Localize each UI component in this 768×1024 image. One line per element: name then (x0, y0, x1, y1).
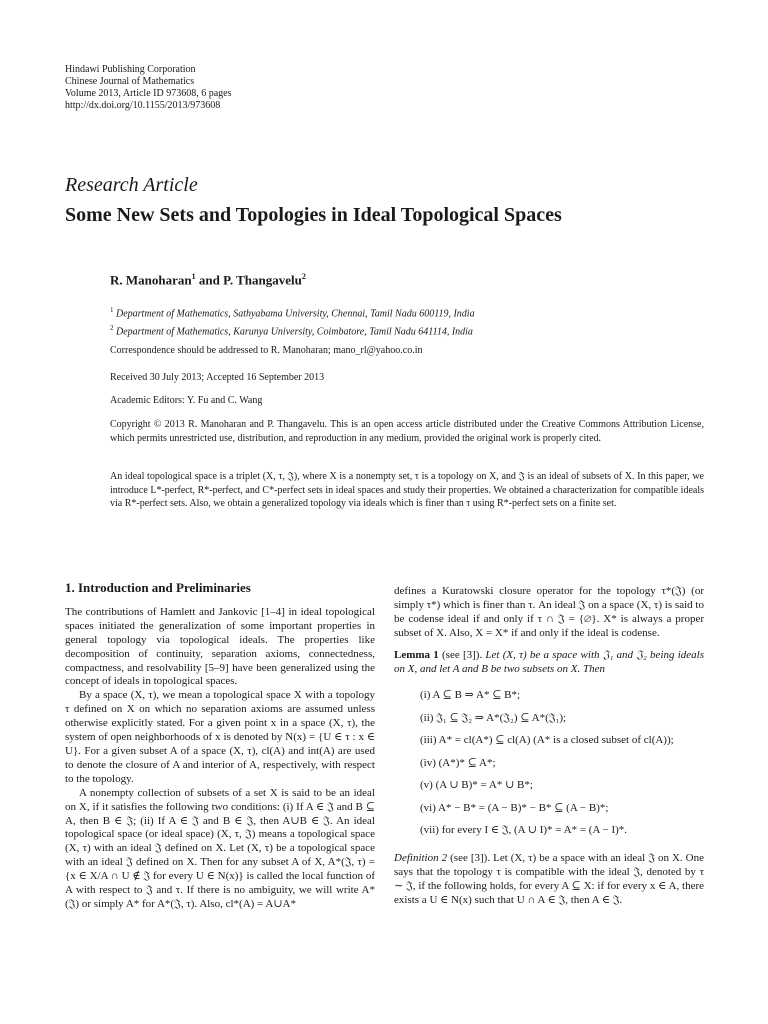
academic-editors: Academic Editors: Y. Fu and C. Wang (110, 395, 263, 406)
affiliation-line (110, 321, 475, 339)
left-column (65, 581, 375, 912)
lemma-items (394, 684, 704, 842)
abstract: An ideal topological space is a triplet (X, τ, 𝔍), where X is a nonempty set, τ is a topology on X, and 𝔍 is an ideal of subsets of X. In this paper, we introduce L*-perfect, R*-perfect, and C*-perfect sets in ideal spaces and study their properties. We obtained a characterization for compatible ideals via R*-perfect sets. Also, we obtain a generalized topology via ideals which is finer than τ using R*-perfect sets on a finite set. (110, 471, 704, 510)
lemma-item: (ii) 𝔍₁ ⊆ 𝔍₂ ⇒ A*(𝔍₂) ⊆ A*(𝔍₁); (420, 711, 567, 724)
lemma-label: Lemma 1 (394, 648, 439, 661)
author-name: P. Thangavelu (223, 272, 302, 288)
author-affiliation-mark: 2 (301, 272, 306, 281)
definition-2 (394, 852, 704, 908)
affiliation-text: Department of Mathematics, Sathyabama University, Chennai, Tamil Nadu 600119, India (116, 308, 475, 320)
journal-name: Chinese Journal of Mathematics (65, 76, 195, 87)
lemma-item: (vii) for every I ∈ 𝔍, (A ∪ I)* = A* = (A − I)*. (420, 824, 628, 837)
paragraph: defines a Kuratowski closure operator for the topology τ*(𝔍) (or simply τ*) which is finer than τ. An ideal 𝔍 on a space (X, τ) is said to be codense ideal if and only if τ ∩ 𝔍 = {∅}. X* is always a proper subset of X. Also, X = X* if and only if the ideal is codense. (394, 585, 704, 639)
lemma-item: (iv) (A*)* ⊆ A*; (420, 756, 496, 769)
affiliation-line (110, 303, 475, 321)
lemma-item: (v) (A ∪ B)* = A* ∪ B*; (420, 779, 533, 792)
lemma-item: (vi) A* − B* = (A − B)* − B* ⊆ (A − B)*; (420, 801, 609, 814)
paragraph: The contributions of Hamlett and Jankovic [1–4] in ideal topological spaces initiated the generalization of some important properties in general topology via topological ideals. The properties like decomposition of continuity, separation axioms, connectedness, compactness, and resolvability [5–9] have been generalized using the concept of ideals in topological spaces. (65, 605, 375, 688)
lemma-1 (394, 649, 704, 677)
copyright-notice: Copyright © 2013 R. Manoharan and P. Thangavelu. This is an open access article distributed under the Creative Commons Attribution License, which permits unrestricted use, distribution, and reproduction in any medium, provided the original work is properly cited. (110, 419, 704, 444)
author-conjunction: and (195, 272, 224, 288)
author-list (110, 272, 306, 288)
article-type: Research Article (65, 174, 198, 196)
affiliation-text: Department of Mathematics, Karunya University, Coimbatore, Tamil Nadu 641114, India (116, 326, 473, 338)
journal-header (65, 64, 231, 112)
lemma-statement: Let (X, τ) be a space with 𝔍₁ and 𝔍₂ being ideals on X, and let A and B be two subsets on X. Then (394, 648, 705, 675)
lemma-item: (iii) A* = cl(A*) ⊆ cl(A) (A* is a closed subset of cl(A)); (420, 734, 674, 747)
affiliation-number: 2 (110, 324, 114, 333)
definition-statement: Let (X, τ) be a space with an ideal 𝔍 on X. One says that the topology τ is compatible with the ideal 𝔍, denoted by τ ∼ 𝔍, if the following holds, for every A ⊆ X: if for every x ∈ A, there exists a U ∈ N(x) such that U ∩ A ∈ 𝔍, then A ∈ 𝔍. (394, 851, 705, 906)
received-dates: Received 30 July 2013; Accepted 16 September 2013 (110, 372, 325, 383)
right-column (394, 585, 704, 908)
doi-link[interactable]: http://dx.doi.org/10.1155/2013/973608 (65, 100, 221, 111)
definition-reference: (see [3]). (447, 851, 491, 864)
author-affiliation-mark: 1 (191, 272, 196, 281)
paragraph: A nonempty collection of subsets of a set X is said to be an ideal on X, if it satisfies the following two conditions: (i) If A ∈ 𝔍 and B ⊆ A, then B ∈ 𝔍; (ii) If A ∈ 𝔍 and B ∈ 𝔍, then A∪B ∈ 𝔍. An ideal topological space (or ideal space) (X, τ, 𝔍) means a topological space (X, τ) with an ideal 𝔍 defined on X. Let (X, τ) be a topological space with an ideal 𝔍 defined on X. Then for any subset A of X, A*(𝔍, τ) = {x ∈ X/A ∩ U ∉ 𝔍 for every U ∈ N(x)} is called the local function of A with respect to 𝔍 and τ. If there is no ambiguity, we will write A*(𝔍) or simply A* for A*(𝔍, τ). Also, cl*(A) = A∪A* (65, 786, 375, 910)
paragraph: By a space (X, τ), we mean a topological space X with a topology τ defined on X on which no separation axioms are assumed unless otherwise explicitly stated. For a given point x in a space (X, τ), the system of open neighborhoods of x is denoted by N(x) = {U ∈ τ : x ∈ U}. For a given subset A of a space (X, τ), cl(A) and int(A) are used to denote the closure of A and interior of A, respectively, with respect to the topology. (65, 689, 375, 785)
volume-info: Volume 2013, Article ID 973608, 6 pages (65, 88, 232, 99)
correspondence: Correspondence should be addressed to R. Manoharan; mano_rl@yahoo.co.in (110, 345, 423, 356)
section-heading: 1. Introduction and Preliminaries (65, 580, 251, 595)
affiliations (110, 303, 475, 340)
paper-title: Some New Sets and Topologies in Ideal Topological Spaces (65, 204, 562, 226)
publisher: Hindawi Publishing Corporation (65, 64, 196, 75)
author-name: R. Manoharan (110, 272, 192, 288)
lemma-reference: (see [3]). (438, 648, 483, 661)
affiliation-number: 1 (110, 306, 114, 314)
definition-label: Definition 2 (394, 851, 448, 864)
lemma-item: (i) A ⊆ B ⇒ A* ⊆ B*; (420, 689, 521, 702)
